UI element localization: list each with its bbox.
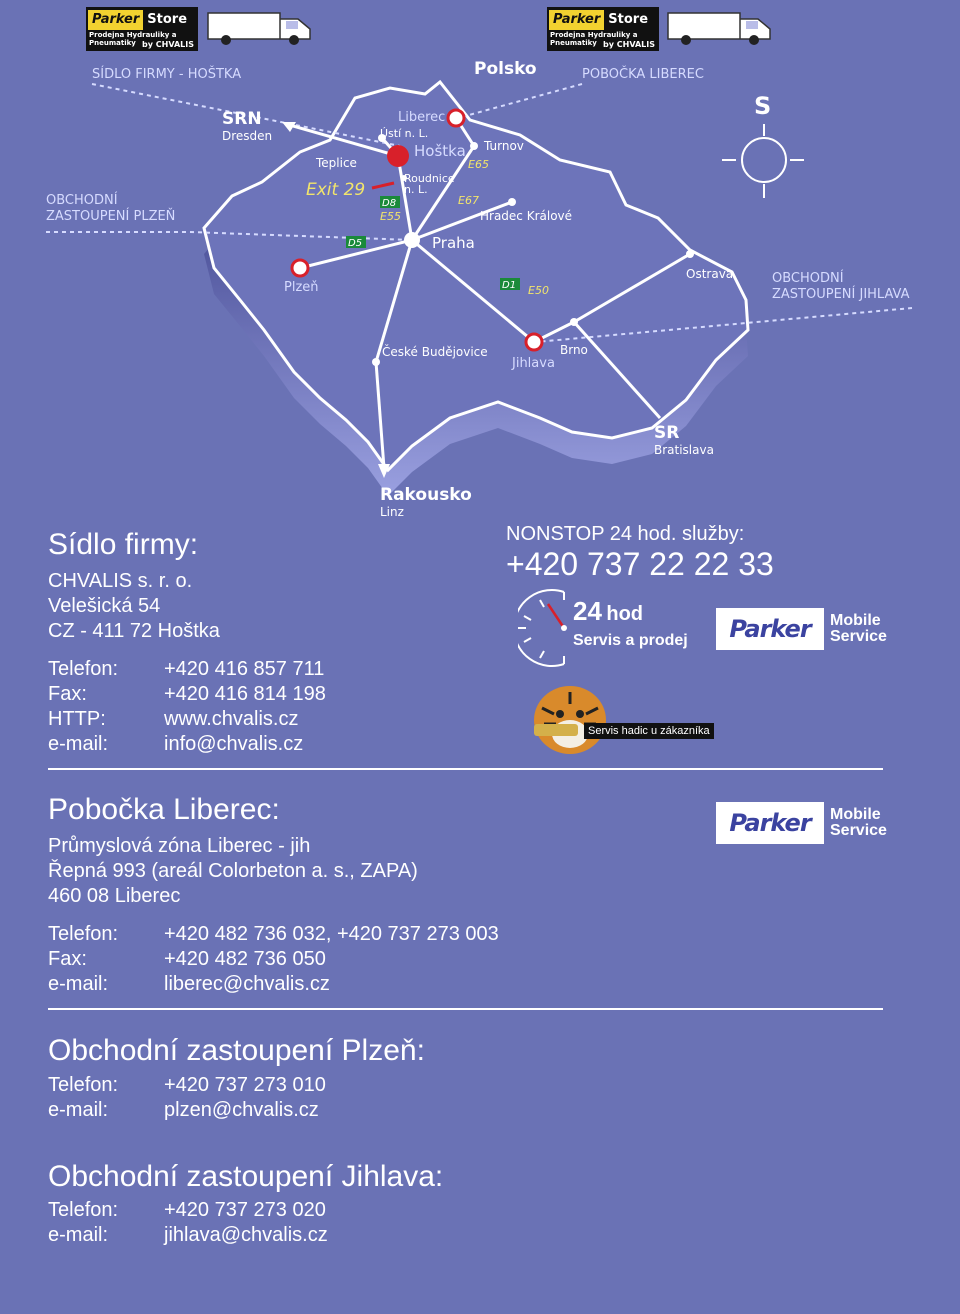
hq-web-label: HTTP: bbox=[48, 708, 106, 730]
mobile-word-2: Mobile bbox=[830, 806, 881, 823]
road-e65: E65 bbox=[468, 158, 489, 171]
hq-contacts bbox=[48, 657, 326, 757]
plzen-region-label-2: ZASTOUPENÍ PLZEŇ bbox=[46, 209, 176, 224]
jihlava-contacts bbox=[48, 1198, 328, 1248]
liberec-fax: +420 482 736 050 bbox=[164, 948, 326, 970]
plzen-title: Obchodní zastoupení Plzeň: bbox=[48, 1034, 425, 1067]
road-e67: E67 bbox=[458, 194, 479, 207]
hq-address-line: Velešická 54 bbox=[48, 595, 161, 617]
city-dresden: Dresden bbox=[222, 129, 273, 143]
plzen-email-label: e-mail: bbox=[48, 1099, 109, 1121]
road-exit: Exit 29 bbox=[306, 180, 366, 200]
service-word-2: Service bbox=[830, 822, 887, 839]
hq-title: Sídlo firmy: bbox=[48, 528, 199, 561]
hours-24 bbox=[573, 596, 643, 627]
hq-email-link[interactable]: info@chvalis.cz bbox=[164, 733, 304, 755]
city-roudnice-1: Roudnice bbox=[404, 172, 455, 185]
city-praha: Praha bbox=[432, 234, 475, 252]
liberec-address-line: Řepná 993 (areál Colorbeton a. s., ZAPA) bbox=[48, 860, 418, 882]
store-word: Store bbox=[147, 12, 188, 27]
plzen-region-label-1: OBCHODNÍ bbox=[46, 193, 118, 208]
store-sub: Prodejna Hydrauliky a Pneumatiky bbox=[89, 31, 177, 47]
parker-store-logo-left bbox=[86, 7, 198, 51]
hq-email-label: e-mail: bbox=[48, 733, 109, 755]
van-icon-left bbox=[206, 7, 316, 47]
liberec-title: Pobočka Liberec: bbox=[48, 793, 280, 826]
city-liberec: Liberec bbox=[398, 110, 446, 125]
hose-service-label: Servis hadic u zákazníka bbox=[584, 723, 714, 739]
city-usti: Ústí n. L. bbox=[380, 127, 429, 140]
store-by-2: by CHVALIS bbox=[603, 40, 655, 49]
jihlava-title: Obchodní zastoupení Jihlava: bbox=[48, 1160, 444, 1193]
parker-logo-2: Parker bbox=[716, 802, 824, 844]
liberec-address-line: 460 08 Liberec bbox=[48, 885, 181, 907]
hq-address bbox=[48, 569, 220, 644]
hours-number: 24 bbox=[573, 596, 602, 626]
mobile-word: Mobile bbox=[830, 612, 881, 629]
road-e50: E50 bbox=[528, 284, 549, 297]
hq-address-line: CHVALIS s. r. o. bbox=[48, 570, 193, 592]
tiger-image bbox=[524, 684, 614, 756]
country-rakousko: Rakousko bbox=[380, 485, 472, 505]
parker-mobile-service-logo-2 bbox=[716, 802, 887, 844]
hq-marker bbox=[387, 145, 409, 167]
road-d5: D5 bbox=[348, 238, 363, 249]
jihlava-region-label-2: ZASTOUPENÍ JIHLAVA bbox=[772, 287, 910, 302]
jihlava-phone-label: Telefon: bbox=[48, 1199, 119, 1221]
store-sub-2: Prodejna Hydrauliky a Pneumatiky bbox=[550, 31, 638, 47]
store-by: by CHVALIS bbox=[142, 40, 194, 49]
liberec-phone[interactable]: +420 482 736 032, +420 737 273 003 bbox=[164, 923, 499, 945]
store-parker-word-2: Parker bbox=[549, 10, 604, 30]
divider bbox=[48, 768, 883, 770]
liberec-phone-label: Telefon: bbox=[48, 923, 119, 945]
hq-web-link[interactable]: www.chvalis.cz bbox=[164, 708, 299, 730]
city-linz: Linz bbox=[380, 505, 404, 519]
jihlava-email-label: e-mail: bbox=[48, 1224, 109, 1246]
hq-fax: +420 416 814 198 bbox=[164, 683, 326, 705]
liberec-fax-label: Fax: bbox=[48, 948, 87, 970]
hq-region-label: SÍDLO FIRMY - HOŠTKA bbox=[92, 67, 242, 82]
service-text: Servis a prodej bbox=[573, 632, 688, 649]
city-hostka: Hoštka bbox=[414, 142, 466, 160]
city-bratislava: Bratislava bbox=[654, 443, 714, 457]
city-plzen: Plzeň bbox=[284, 280, 319, 295]
nonstop-label: NONSTOP 24 hod. služby: bbox=[506, 523, 745, 545]
hq-phone-label: Telefon: bbox=[48, 658, 119, 680]
compass bbox=[722, 92, 804, 198]
plzen-phone-label: Telefon: bbox=[48, 1074, 119, 1096]
clock-icon bbox=[518, 586, 578, 670]
store-word-2: Store bbox=[608, 12, 649, 27]
city-ostrava: Ostrava bbox=[686, 267, 734, 281]
store-parker-word: Parker bbox=[88, 10, 143, 30]
hq-fax-label: Fax: bbox=[48, 683, 87, 705]
country-polsko: Polsko bbox=[474, 59, 537, 79]
hq-address-line: CZ - 411 72 Hoštka bbox=[48, 620, 220, 642]
van-icon-right bbox=[666, 7, 776, 47]
road-d1: D1 bbox=[502, 280, 517, 291]
jihlava-region-label-1: OBCHODNÍ bbox=[772, 271, 844, 286]
plzen-email-link[interactable]: plzen@chvalis.cz bbox=[164, 1099, 319, 1121]
city-teplice: Teplice bbox=[316, 156, 357, 170]
city-hradec: Hradec Králové bbox=[480, 209, 573, 223]
hq-phone[interactable]: +420 416 857 711 bbox=[164, 658, 325, 680]
jihlava-phone[interactable]: +420 737 273 020 bbox=[164, 1199, 326, 1221]
city-budejovice: České Budějovice bbox=[382, 345, 488, 359]
liberec-email-label: e-mail: bbox=[48, 973, 109, 995]
liberec-email-link[interactable]: liberec@chvalis.cz bbox=[164, 973, 330, 995]
parker-logo: Parker bbox=[716, 608, 824, 650]
city-jihlava: Jihlava bbox=[512, 356, 555, 371]
czech-map bbox=[0, 0, 960, 530]
plzen-phone[interactable]: +420 737 273 010 bbox=[164, 1074, 326, 1096]
liberec-contacts bbox=[48, 922, 499, 997]
road-e55: E55 bbox=[380, 210, 401, 223]
country-sr: SR bbox=[654, 423, 680, 443]
nonstop-phone[interactable]: +420 737 22 22 33 bbox=[506, 546, 774, 582]
parker-store-logo-right bbox=[547, 7, 659, 51]
divider bbox=[48, 1008, 883, 1010]
hours-unit: hod bbox=[606, 603, 644, 625]
liberec-region-label: POBOČKA LIBEREC bbox=[582, 67, 704, 82]
parker-mobile-service-logo-1 bbox=[716, 608, 887, 650]
liberec-address-line: Průmyslová zóna Liberec - jih bbox=[48, 835, 311, 857]
jihlava-email-link[interactable]: jihlava@chvalis.cz bbox=[164, 1224, 328, 1246]
service-word: Service bbox=[830, 628, 887, 645]
liberec-address bbox=[48, 834, 418, 909]
road-d8: D8 bbox=[382, 198, 397, 209]
city-roudnice-2: n. L. bbox=[404, 183, 428, 196]
country-srn: SRN bbox=[222, 109, 262, 129]
city-brno: Brno bbox=[560, 343, 588, 357]
compass-north: S bbox=[754, 92, 772, 120]
plzen-contacts bbox=[48, 1073, 326, 1123]
city-turnov: Turnov bbox=[484, 139, 524, 153]
